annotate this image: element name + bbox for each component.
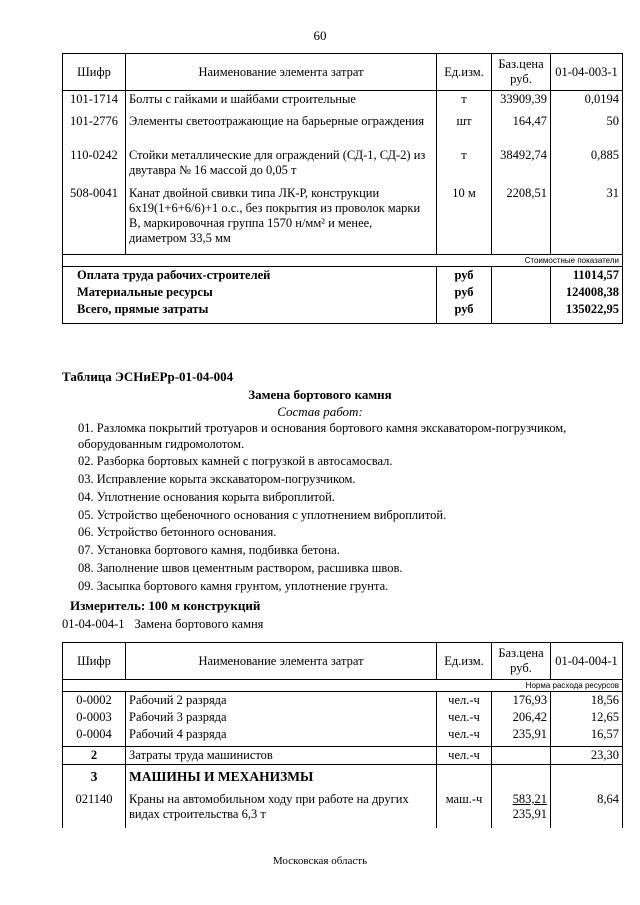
section-heading: Замена бортового камня (248, 387, 392, 402)
row-unit: т (437, 147, 492, 185)
norm-code: 01-04-004-1 (62, 617, 125, 631)
list-item: 08. Заполнение швов цементным раствором, расшивка швов. (78, 561, 403, 576)
row-price: 164,47 (492, 113, 551, 147)
total-value: 124008,38 (551, 284, 623, 301)
row-unit: маш.-ч (437, 788, 492, 828)
row-price: 176,93 (492, 692, 551, 710)
list-item: 02. Разборка бортовых камней с погрузкой в автосамосвал. (78, 454, 393, 469)
table1-subheader (63, 255, 623, 267)
resource-table-2 (62, 642, 623, 828)
row-unit: 10 м (437, 185, 492, 255)
row-value: 31 (551, 185, 623, 255)
norm-name: Замена бортового камня (134, 617, 264, 631)
total-row (63, 284, 623, 301)
row-unit: шт (437, 113, 492, 147)
table-title: Таблица ЭСНиЕРр-01-04-004 (62, 369, 234, 384)
row-value: 23,30 (551, 746, 623, 764)
header-norm: 01-04-004-1 (551, 643, 623, 680)
works-list (78, 421, 613, 597)
row-name: Рабочий 3 разряда (126, 709, 437, 726)
row-value: 0,0194 (551, 91, 623, 113)
row-unit: т (437, 91, 492, 113)
row-name: Затраты труда машинистов (126, 746, 437, 764)
row-code: 0-0002 (63, 692, 126, 710)
total-value: 11014,57 (551, 267, 623, 285)
row-code: 101-1714 (63, 91, 126, 113)
header-unit: Ед.изм. (437, 643, 492, 680)
row-name: Стойки металлические для ограждений (СД-1, СД-2) из двутавра № 16 массой до 0,05 т (126, 147, 437, 185)
measure-unit: Измеритель: 100 м конструкций (70, 598, 261, 613)
row-price (492, 746, 551, 764)
row-value: 50 (551, 113, 623, 147)
row-price: 2208,51 (492, 185, 551, 255)
price-bottom: 235,91 (512, 807, 547, 821)
total-unit: руб (437, 267, 492, 285)
table1-header-row (63, 54, 623, 91)
total-row (63, 301, 623, 324)
table-row (63, 692, 623, 710)
total-value: 135022,95 (551, 301, 623, 324)
row-unit: чел.-ч (437, 709, 492, 726)
row-value: 16,57 (551, 726, 623, 746)
table-row (63, 113, 623, 147)
resource-table-1 (62, 53, 623, 324)
header-price: Баз.цена руб. (492, 643, 551, 680)
price-top: 583,21 (512, 792, 547, 806)
row-name: Элементы светоотражающие на барьерные ограждения (126, 113, 437, 147)
section-row (63, 764, 623, 788)
header-code: Шифр (63, 54, 126, 91)
row-name: Рабочий 4 разряда (126, 726, 437, 746)
total-unit: руб (437, 284, 492, 301)
row-code: 2 (63, 746, 126, 764)
table-row (63, 788, 623, 828)
list-item: 04. Уплотнение основания корыта виброплитой. (78, 489, 335, 504)
table-row (63, 746, 623, 764)
header-norm: 01-04-003-1 (551, 54, 623, 91)
header-name: Наименование элемента затрат (126, 54, 437, 91)
row-value: 12,65 (551, 709, 623, 726)
list-item: 05. Устройство щебеночного основания с уплотнением виброплитой. (78, 507, 447, 522)
row-code: 3 (63, 764, 126, 788)
footer: Московская область (272, 855, 368, 867)
row-unit: чел.-ч (437, 692, 492, 710)
row-unit: чел.-ч (437, 726, 492, 746)
row-price: 33909,39 (492, 91, 551, 113)
row-name: Канат двойной свивки типа ЛК-Р, конструкции 6х19(1+6+6/6)+1 о.с., без покрытия из проволок марки В, маркировочная группа 1570 н/мм² и менее, диаметром 33,5 мм (126, 185, 437, 255)
table2-header-row (63, 643, 623, 680)
total-label: Всего, прямые затраты (63, 301, 437, 324)
row-code: 021140 (63, 788, 126, 828)
table2-subheader (63, 680, 623, 692)
list-item: 07. Установка бортового камня, подбивка бетона. (78, 543, 340, 558)
row-name: Рабочий 2 разряда (126, 692, 437, 710)
row-name: МАШИНЫ И МЕХАНИЗМЫ (126, 764, 437, 788)
table-row (63, 709, 623, 726)
row-price (492, 788, 551, 828)
list-item: 01. Разломка покрытий тротуаров и основания бортового камня экскаватором-погрузчиком, оборудованным гидромолотом. (78, 421, 567, 451)
row-price: 206,42 (492, 709, 551, 726)
total-label: Оплата труда рабочих-строителей (63, 267, 437, 285)
norm-code-line (62, 617, 622, 632)
row-code: 110-0242 (63, 147, 126, 185)
row-code: 0-0003 (63, 709, 126, 726)
page-number: 60 (313, 28, 327, 43)
total-label: Материальные ресурсы (63, 284, 437, 301)
row-name: Краны на автомобильном ходу при работе на других видах строительства 6,3 т (126, 788, 437, 828)
total-row (63, 267, 623, 285)
row-code: 101-2776 (63, 113, 126, 147)
total-unit: руб (437, 301, 492, 324)
header-unit: Ед.изм. (437, 54, 492, 91)
row-price: 235,91 (492, 726, 551, 746)
list-item: 06. Устройство бетонного основания. (78, 525, 277, 540)
table-row (63, 726, 623, 746)
header-price: Баз.цена руб. (492, 54, 551, 91)
table-row (63, 147, 623, 185)
subheader-label: Стоимостные показатели (63, 255, 623, 267)
table-row (63, 185, 623, 255)
row-value: 8,64 (551, 788, 623, 828)
row-name: Болты с гайками и шайбами строительные (126, 91, 437, 113)
row-value: 18,56 (551, 692, 623, 710)
list-item: 03. Исправление корыта экскаватором-погрузчиком. (78, 472, 356, 487)
header-code: Шифр (63, 643, 126, 680)
row-unit: чел.-ч (437, 746, 492, 764)
row-code: 508-0041 (63, 185, 126, 255)
list-item: 09. Засыпка бортового камня грунтом, уплотнение грунта. (78, 578, 389, 593)
row-price: 38492,74 (492, 147, 551, 185)
row-value: 0,885 (551, 147, 623, 185)
subheader-label: Норма расхода ресурсов (63, 680, 623, 692)
header-name: Наименование элемента затрат (126, 643, 437, 680)
row-code: 0-0004 (63, 726, 126, 746)
table-row (63, 91, 623, 113)
section-subheading: Состав работ: (277, 404, 363, 419)
